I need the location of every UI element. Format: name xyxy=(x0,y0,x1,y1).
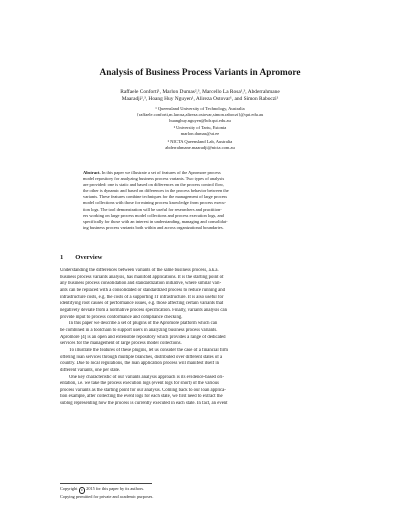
body-line: be combined in a toolchain to support users in analyzing business process variants. xyxy=(60,327,218,333)
body-line: offering loan services through multiple branches, distributed over different states of a xyxy=(60,354,223,360)
author-line: Maaradji²,³, Hoang Huy Nguyen¹, Alireza Ostovar¹, and Simon Raboczi¹ xyxy=(121,96,279,103)
abstract-line: ers working on large process model collections and process execution logs, and xyxy=(83,212,224,218)
affiliation-line: ² University of Tartu, Estonia xyxy=(173,125,227,131)
body-line: business process variants analysis, has manifold applications. It is the starting point of xyxy=(60,274,224,280)
abstract-line: tion logs. The tool demonstration will be useful for researchers and practition- xyxy=(83,206,222,212)
copyright-suffix: 2015 for this paper by its authors. xyxy=(85,486,145,491)
footnote-divider xyxy=(60,483,152,484)
body-line: provide input to process conformance and compliance checking. xyxy=(60,314,183,320)
body-line: sublog representing how the process is currently executed in each state. In fact, an event xyxy=(60,401,228,407)
body-line: services for the management of large process model collections. xyxy=(60,341,182,347)
abstract-line: variants. These features combine techniques for the management of large process xyxy=(83,194,228,200)
section-heading xyxy=(60,254,114,261)
abstract-line: the other is dynamic and based on differences in the process behavior between the xyxy=(83,188,229,194)
affiliation-line: ¹ Queensland University of Technology, Australia xyxy=(155,106,245,111)
body-line: any business process consolidation and standardization initiative, where similar vari- xyxy=(60,281,222,287)
author-list xyxy=(60,89,340,104)
body-line: country. Due to local regulations, the loan application process will manifest itself in xyxy=(60,361,220,367)
permission-line: Copying permitted for private and academic purposes. xyxy=(60,493,154,499)
affiliation-line: ³ NICTA Queensland Lab, Australia xyxy=(167,138,233,144)
body-line: infrastructure costs, e.g. the costs of a supporting IT infrastructure. It is also useful for xyxy=(60,294,224,300)
abstract-lead: Abstract. xyxy=(83,170,101,175)
abstract-line: ing business process variants both within and across organizational boundaries. xyxy=(83,224,224,230)
body-line: negatively deviate from a normative process specification. Finally, variants analysis can xyxy=(60,307,227,313)
body-line: Apromore [4] is an open and extensible repository which provides a range of dedicated xyxy=(60,334,226,340)
body-line: tion example, after collecting the event logs for each state, we first need to extract the xyxy=(60,394,223,400)
body-line: process variants as the starting point for our analysis. Coming back to our loan applica- xyxy=(60,387,226,393)
body-text xyxy=(60,268,340,408)
copyright-icon: c xyxy=(79,487,86,494)
body-line: entation, i.e. we take the process execution logs (event logs for short) of the various xyxy=(60,381,219,387)
footnotes xyxy=(60,486,153,500)
copyright-line xyxy=(60,486,153,494)
body-line: To illustrate the features of these plugins, let us consider the case of a financial firm xyxy=(69,347,229,353)
abstract xyxy=(83,170,317,231)
abstract-line: specifically for those with an interest in understanding, managing and consolidat- xyxy=(83,218,228,224)
affiliation-email: {raffaele.conforti,m.larosa,alireza.ostovar,simon.raboczi}@qut.edu.au xyxy=(136,111,264,117)
body-line: identifying root causes of performance issues, e.g. those affecting certain variants that xyxy=(60,301,224,307)
affiliation-email: marlon.dumas@ut.ee xyxy=(180,131,220,137)
affiliations xyxy=(60,106,340,151)
abstract-line: model collections with those for mining process knowledge from process execu- xyxy=(83,200,226,206)
body-line: In this paper we describe a set of plugins of the Apromore platform which can xyxy=(69,321,218,327)
affiliation-email: abderrahmane.maaradji@nicta.com.au xyxy=(165,144,235,150)
body-line: ants can be replaced with a consolidated or standardized process to reduce running and xyxy=(60,287,225,293)
abstract-line: are provided: one is static and based on differences on the process control flow, xyxy=(83,182,224,188)
body-line: Understanding the differences between variants of the same business process, a.k.a. xyxy=(60,268,219,273)
abstract-text: In this paper we illustrate a set of features of the Apromore process xyxy=(100,170,221,175)
body-line: One key characteristic of our variants analysis approach is its evidence-based ori- xyxy=(69,374,224,380)
author-line: Raffaele Conforti¹, Marlon Dumas²,³, Marcello La Rosa¹,³, Abderrahmane xyxy=(120,89,280,95)
affiliation-email: huanghuy.nguyen@hdr.qut.edu.au xyxy=(169,117,231,123)
section-number: 1 xyxy=(60,254,64,261)
body-line: different variants, one per state. xyxy=(60,367,121,373)
abstract-line: model repository for analyzing business process variants. Two types of analysis xyxy=(83,176,225,182)
paper-title: Analysis of Business Process Variants in Apromore xyxy=(99,68,301,78)
section-title: Overview xyxy=(75,254,103,261)
copyright-prefix: Copyright xyxy=(60,486,79,491)
